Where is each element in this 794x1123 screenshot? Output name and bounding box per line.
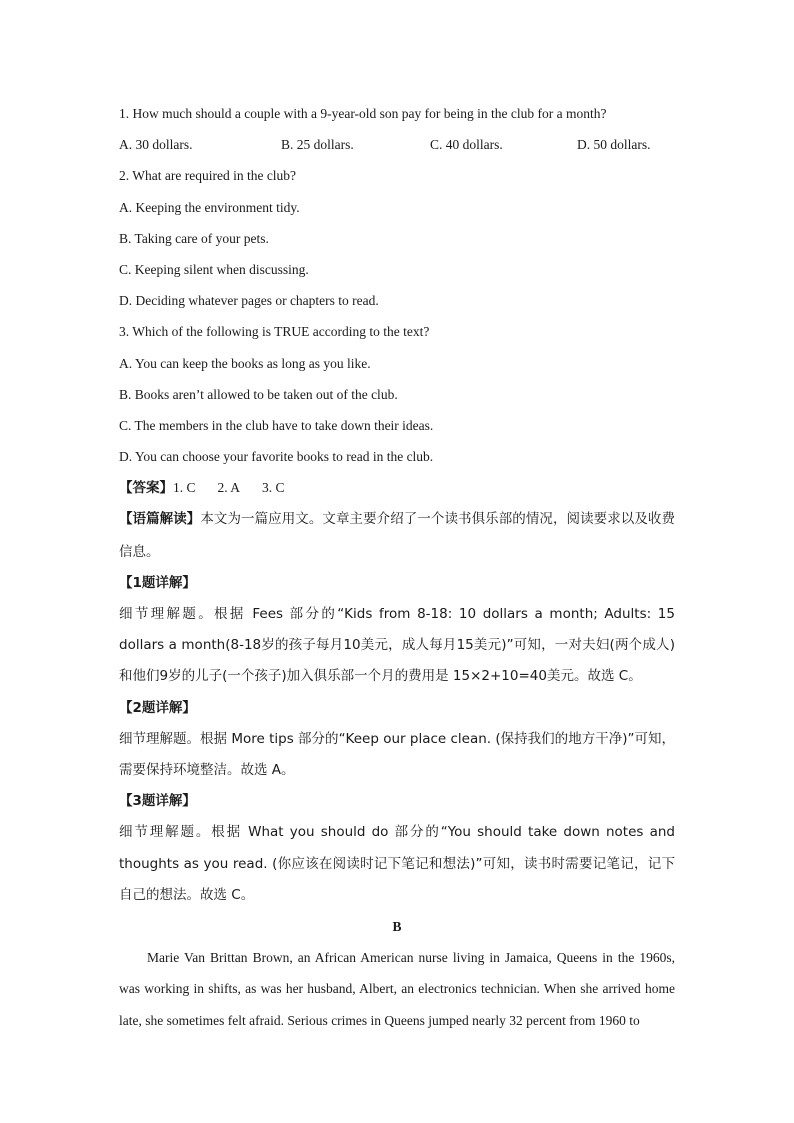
question-2: 2. What are required in the club?: [119, 168, 297, 184]
option-c: C. Keeping silent when discussing.: [119, 261, 309, 277]
section-b-paragraph: Marie Van Brittan Brown, an African American nurse living in Jamaica, Queens in the 1960s, was working in shifts, as was her husband, Albert, an electronics technician. When she arrived home late, she sometimes felt afraid. Serious crimes in Queens jumped nearly 32 percent from 1960 to: [119, 950, 675, 1028]
answer-3: 3. C: [262, 480, 285, 496]
option-a: A. Keeping the environment tidy.: [119, 199, 300, 215]
option-a: A. 30 dollars.: [119, 137, 193, 153]
analysis-label: 【语篇解读】: [119, 511, 201, 528]
option-d: D. Deciding whatever pages or chapters to read.: [119, 293, 379, 309]
question-1: 1. How much should a couple with a 9-year-old son pay for being in the club for a month?: [119, 106, 607, 121]
detail-1-text: 细节理解题。根据 Fees 部分的“Kids from 8-18: 10 dollars a month; Adults: 15 dollars a month(8-18岁的孩子每月10美元，成人每月15美元)”可知，一对夫妇(两个成人)和他们9岁的儿子(一个孩子)加入俱乐部一个月的费用是 15×2+10=40美元。故选 C。: [119, 606, 675, 685]
option-d: D. You can choose your favorite books to read in the club.: [119, 449, 434, 465]
question-1-options: [119, 129, 675, 160]
detail-3-label: 【3题详解】: [119, 793, 196, 810]
document-page: [119, 98, 675, 1036]
option-b: B. Books aren’t allowed to be taken out of the club.: [119, 386, 398, 402]
option-c: C. 40 dollars.: [430, 137, 503, 153]
answer-1: 1. C: [173, 480, 196, 496]
option-b: B. Taking care of your pets.: [119, 230, 269, 246]
section-b-title: B: [392, 919, 402, 935]
analysis-paragraph: [119, 503, 675, 567]
analysis-text: 本文为一篇应用文。文章主要介绍了一个读书俱乐部的情况，阅读要求以及收费信息。: [119, 511, 675, 560]
answer-label: 【答案】: [119, 480, 173, 497]
option-c: C. The members in the club have to take down their ideas.: [119, 417, 434, 433]
option-b: B. 25 dollars.: [281, 137, 354, 153]
answer-line: [119, 472, 675, 503]
detail-2-text: 细节理解题。根据 More tips 部分的“Keep our place clean. (保持我们的地方干净)”可知，需要保持环境整洁。故选 A。: [119, 730, 675, 779]
detail-3-text: 细节理解题。根据 What you should do 部分的“You should take down notes and thoughts as you read. (你应该在阅读时记下笔记和想法)”可知，读书时需要记笔记，记下自己的想法。故选 C。: [119, 824, 675, 903]
answer-2: 2. A: [217, 480, 241, 496]
option-a: A. You can keep the books as long as you like.: [119, 355, 371, 371]
question-3: 3. Which of the following is TRUE according to the text?: [119, 324, 430, 340]
option-d: D. 50 dollars.: [577, 137, 651, 153]
detail-1-label: 【1题详解】: [119, 574, 196, 591]
detail-2-label: 【2题详解】: [119, 699, 196, 716]
